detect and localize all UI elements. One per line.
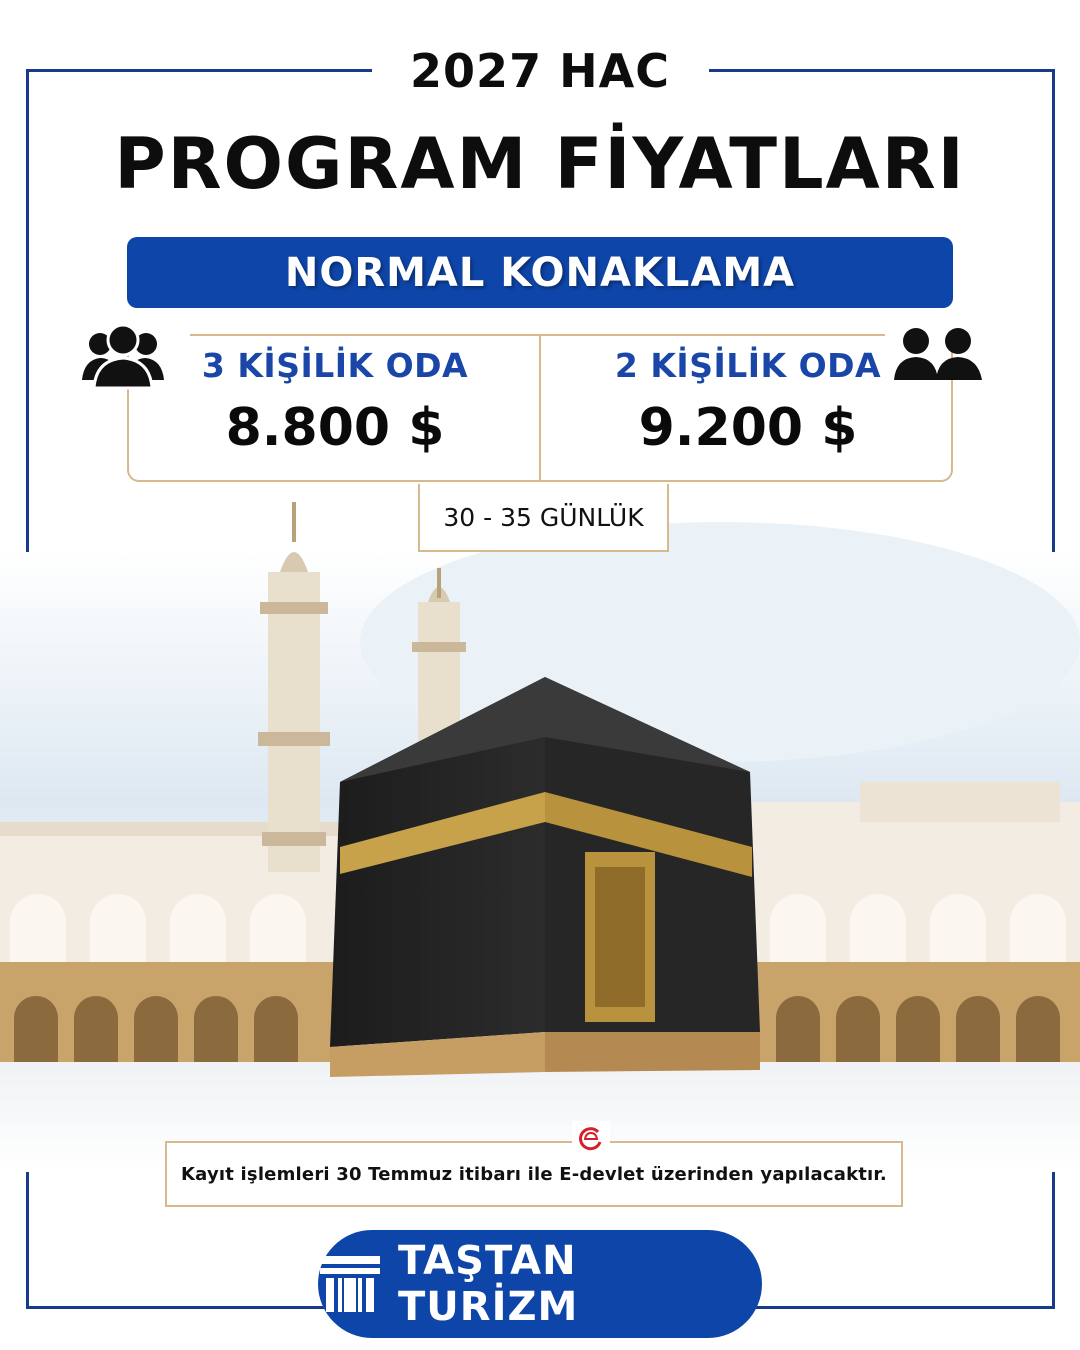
tastan-logo-icon <box>318 1252 382 1316</box>
duration-label: 30 - 35 GÜNLÜK <box>418 484 669 552</box>
accommodation-banner: NORMAL KONAKLAMA <box>127 237 953 308</box>
brand-name: TAŞTAN TURİZM <box>398 1238 579 1330</box>
registration-notice: Kayıt işlemleri 30 Temmuz itibarı ile E-devlet üzerinden yapılacaktır. <box>165 1141 903 1207</box>
e-devlet-logo-icon <box>572 1121 610 1155</box>
room-3-price: 8.800 $ <box>225 398 445 458</box>
group-two-people-icon <box>892 326 984 382</box>
year-title: 2027 HAC <box>410 44 670 98</box>
group-three-people-icon <box>80 320 166 390</box>
frame-bottom-right <box>754 1306 1055 1309</box>
price-box-top-left <box>190 334 540 336</box>
frame-bottom-left <box>26 1306 326 1309</box>
page-title: PROGRAM FİYATLARI <box>114 123 966 205</box>
price-divider <box>539 334 541 482</box>
room-2-label: 2 KİŞİLİK ODA <box>614 346 882 385</box>
kaaba-photo <box>0 492 1080 1172</box>
room-2-price: 9.200 $ <box>638 398 858 458</box>
brand-badge <box>318 1230 762 1338</box>
room-3-label: 3 KİŞİLİK ODA <box>201 346 469 385</box>
price-box-top-right <box>540 334 885 336</box>
